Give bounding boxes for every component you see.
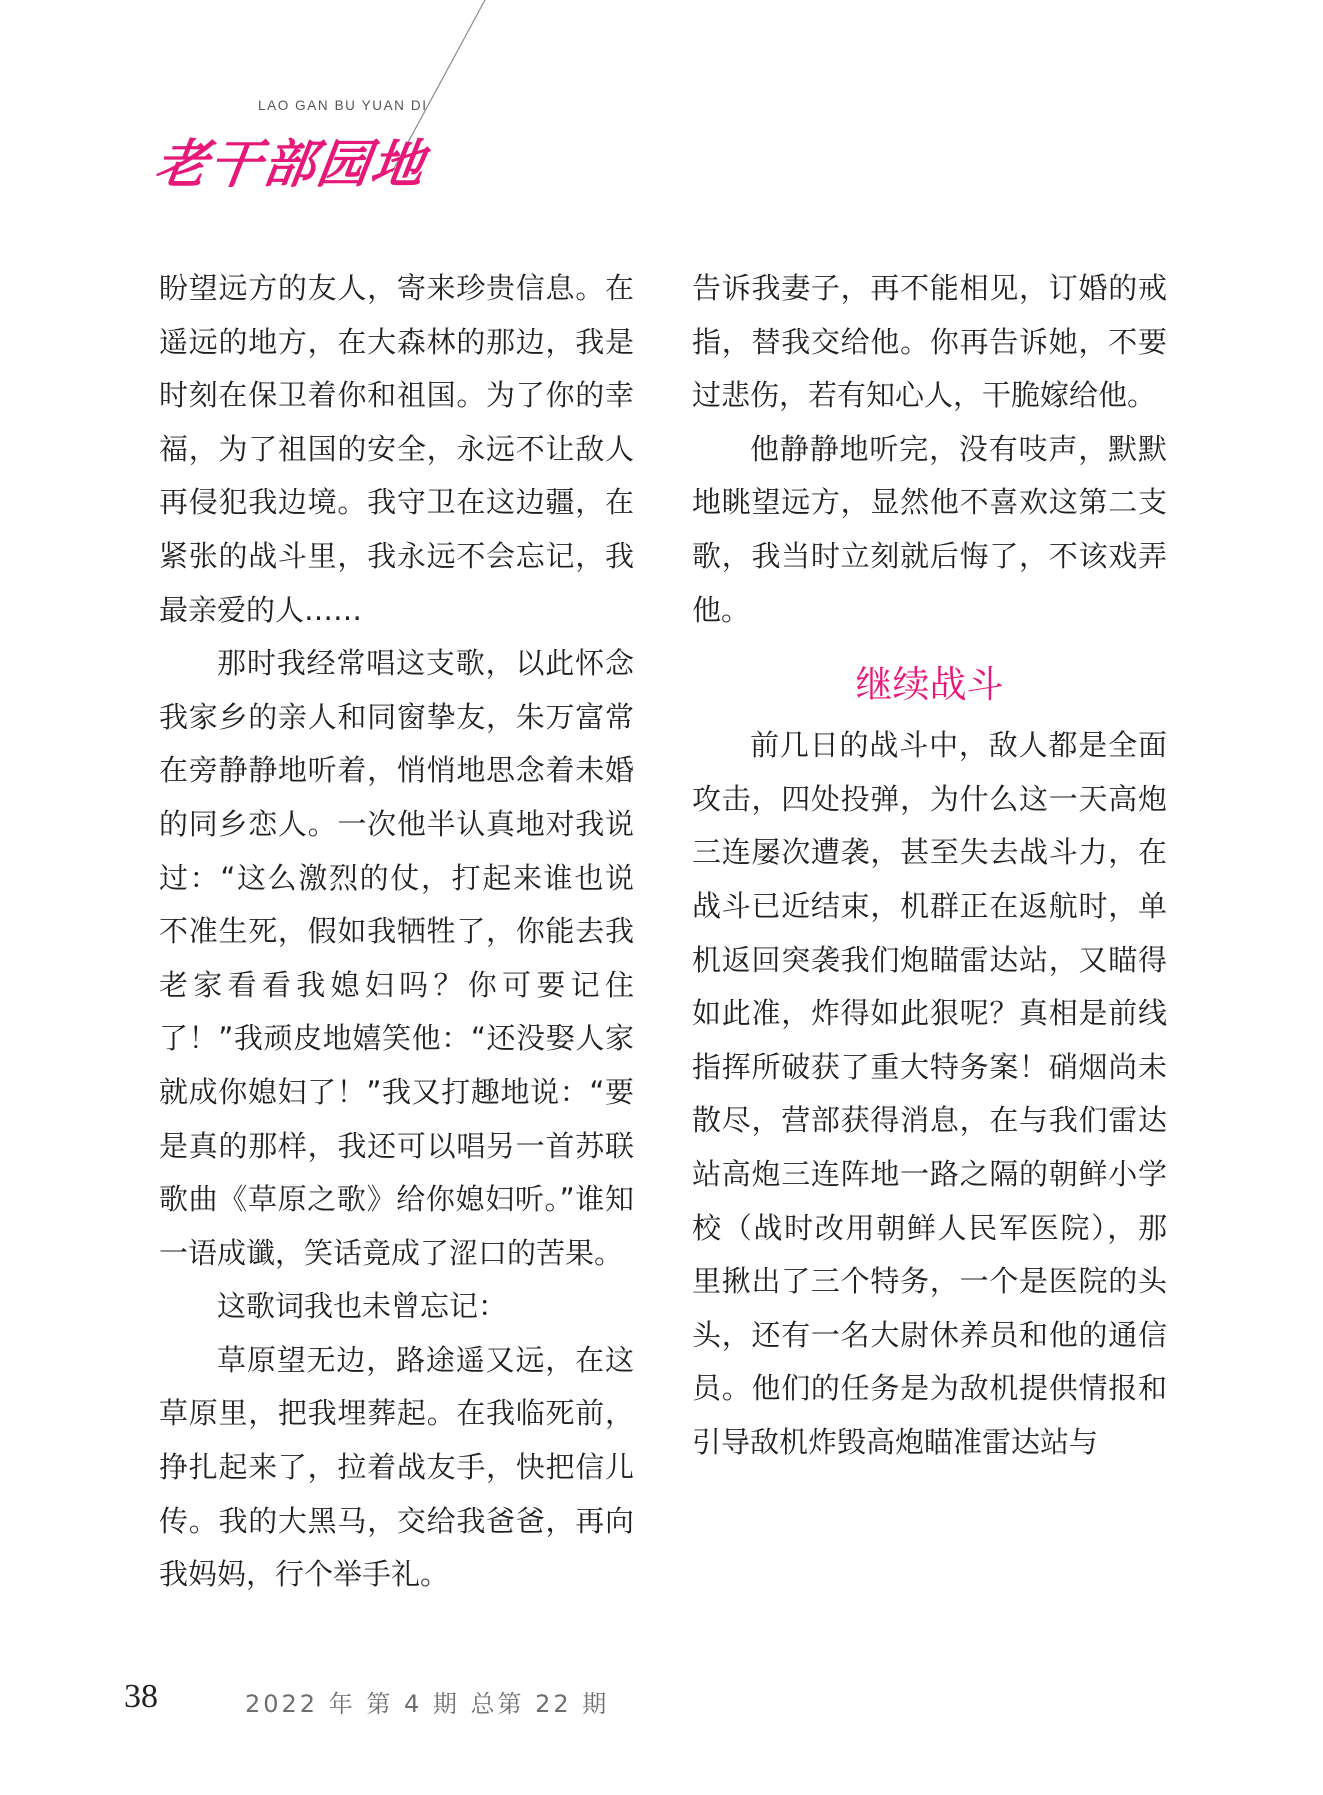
right-column xyxy=(692,262,1167,1469)
paragraph: 草原望无边，路途遥又远，在这草原里，把我埋葬起。在我临死前，挣扎起来了，拉着战友手，快把信儿传。我的大黑马，交给我爸爸，再向我妈妈，行个举手礼。 xyxy=(159,1342,634,1592)
column-pinyin: LAO GAN BU YUAN DI xyxy=(258,98,428,113)
issue-info: 2022 年 第 4 期 总第 22 期 xyxy=(245,1690,610,1718)
paragraph: 前几日的战斗中，敌人都是全面攻击，四处投弹，为什么这一天高炮三连屡次遭袭，甚至失去战斗力，在战斗已近结束，机群正在返航时，单机返回突袭我们炮瞄雷达站，又瞄得如此准，炸得如此狠呢？真相是前线指挥所破获了重大特务案！硝烟尚未散尽，营部获得消息，在与我们雷达站高炮三连阵地一路之隔的朝鲜小学校（战时改用朝鲜人民军医院），那里揪出了三个特务，一个是医院的头头，还有一名大尉休养员和他的通信员。他们的任务是为敌机提供情报和引导敌机炸毁高炮瞄准雷达站与 xyxy=(692,728,1167,1459)
paragraph: 他静静地听完，没有吱声，默默地眺望远方，显然他不喜欢这第二支歌，我当时立刻就后悔了，不该戏弄他。 xyxy=(692,431,1167,627)
paragraph: 这歌词我也未曾忘记： xyxy=(217,1289,508,1324)
left-column xyxy=(159,262,634,1602)
paragraph: 盼望远方的友人，寄来珍贵信息。在遥远的地方，在大森林的那边，我是时刻在保卫着你和祖国。为了你的幸福，为了祖国的安全，永远不让敌人再侵犯我边境。我守卫在这边疆，在紧张的战斗里，我永远不会忘记，我最亲爱的人…… xyxy=(159,271,634,627)
column-title-logo: 老干部园地 xyxy=(151,134,430,195)
paragraph: 告诉我妻子，再不能相见，订婚的戒指，替我交给他。你再告诉她，不要过悲伤，若有知心人，干脆嫁给他。 xyxy=(692,271,1167,413)
paragraph: 那时我经常唱这支歌，以此怀念我家乡的亲人和同窗挚友，朱万富常在旁静静地听着，悄悄地思念着未婚的同乡恋人。一次他半认真地对我说过：“这么激烈的仗，打起来谁也说不准生死，假如我牺牲了，你能去我老家看看我媳妇吗？你可要记住了！”我顽皮地嬉笑他：“还没娶人家就成你媳妇了！”我又打趣地说：“要是真的那样，我还可以唱另一首苏联歌曲《草原之歌》给你媳妇听。”谁知一语成谶，笑话竟成了涩口的苦果。 xyxy=(159,646,634,1270)
section-heading: 继续战斗 xyxy=(855,663,1004,707)
page-number: 38 xyxy=(124,1678,158,1715)
